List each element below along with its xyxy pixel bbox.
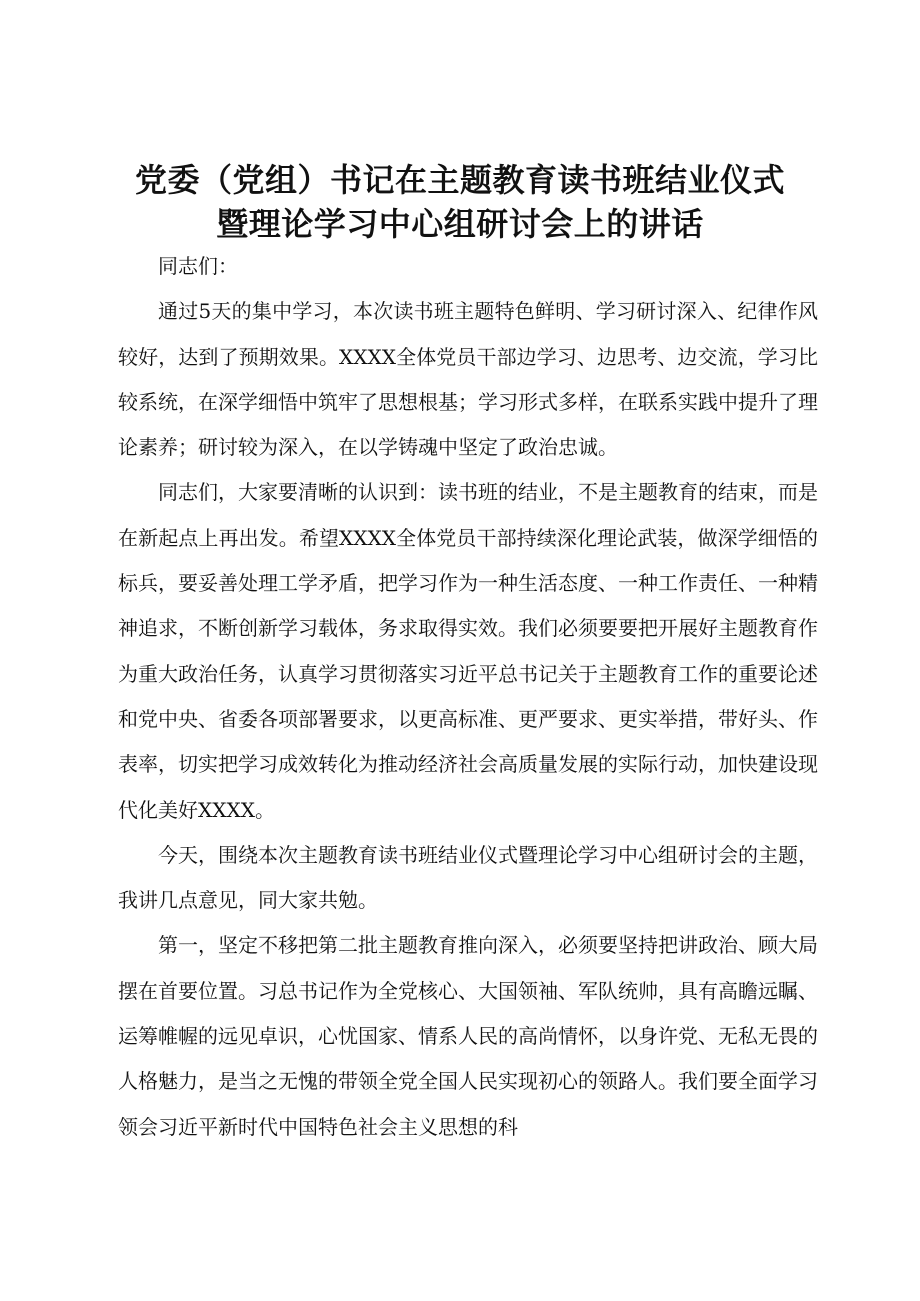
salutation: 同志们：	[158, 254, 238, 278]
body-paragraph: 通过5天的集中学习，本次读书班主题特色鲜明、学习研讨深入、纪律作风较好，达到了预期效果。XXXX全体党员干部边学习、边思考、边交流，学习比较系统，在深学细悟中筑牢了思想根基；学习形式多样，在联系实践中提升了理论素养；研讨较为深入，在以学铸魂中坚定了政治忠诚。	[118, 299, 818, 460]
body-paragraph: 第一，坚定不移把第二批主题教育推向深入，必须要坚持把讲政治、顾大局摆在首要位置。习总书记作为全党核心、大国领袖、军队统帅，具有高瞻远瞩、运筹帷幄的远见卓识，心忧国家、情系人民的高尚情怀，以身许党、无私无畏的人格魅力，是当之无愧的带领全党全国人民实现初心的领路人。我们要全面学习领会习近平新时代中国特色社会主义思想的科	[118, 933, 818, 1139]
document-body	[118, 244, 818, 1150]
body-paragraph: 同志们，大家要清晰的认识到：读书班的结业，不是主题教育的结束，而是在新起点上再出发。希望XXXX全体党员干部持续深化理论武装，做深学细悟的标兵，要妥善处理工学矛盾，把学习作为一种生活态度、一种工作责任、一种精神追求，不断创新学习载体，务求取得实效。我们必须要要把开展好主题教育作为重大政治任务，认真学习贯彻落实习近平总书记关于主题教育工作的重要论述和党中央、省委各项部署要求，以更高标准、更严要求、更实举措，带好头、作表率，切实把学习成效转化为推动经济社会高质量发展的实际行动，加快建设现代化美好XXXX。	[118, 480, 818, 822]
title-line-1: 党委（党组）书记在主题教育读书班结业仪式	[134, 161, 785, 199]
document-title	[100, 158, 820, 246]
body-paragraph: 今天，围绕本次主题教育读书班结业仪式暨理论学习中心组研讨会的主题，我讲几点意见，同大家共勉。	[118, 842, 818, 913]
title-line-2: 暨理论学习中心组研讨会上的讲话	[216, 205, 704, 243]
